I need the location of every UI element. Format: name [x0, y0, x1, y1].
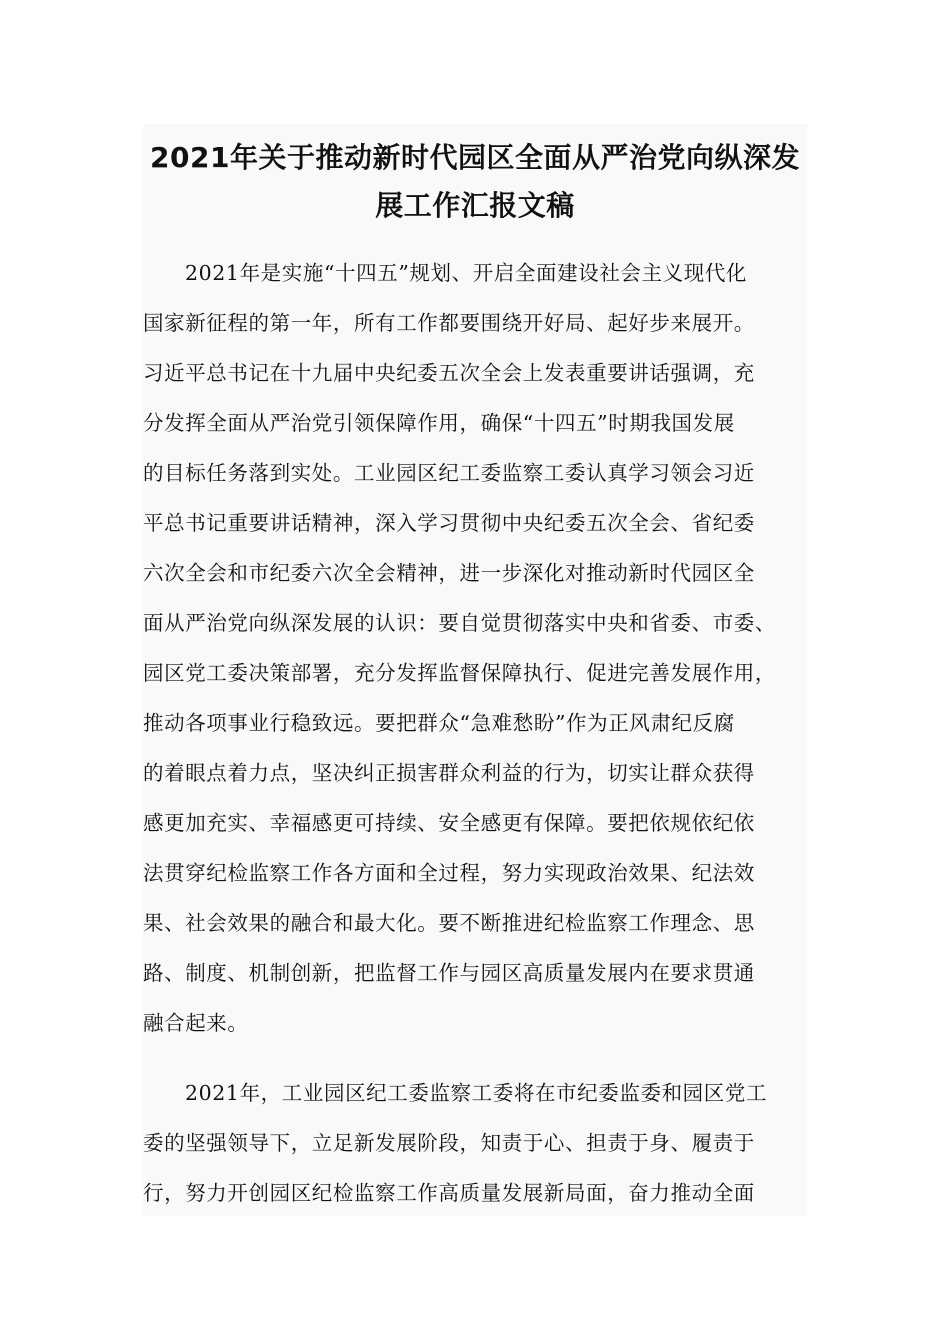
document-page [143, 124, 807, 1216]
paragraph-2 [143, 1068, 807, 1218]
paragraph-line: 2021年，工业园区纪工委监察工委将在市纪委监委和园区党工 [185, 1081, 768, 1105]
paragraph-1 [143, 248, 807, 1048]
paragraph-line: 面从严治党向纵深发展的认识：要自觉贯彻落实中央和省委、市委、 [143, 611, 776, 635]
paragraph-line: 的着眼点着力点，坚决纠正损害群众利益的行为，切实让群众获得 [143, 761, 755, 785]
title-line: 展工作汇报文稿 [375, 189, 575, 222]
paragraph-line: 法贯穿纪检监察工作各方面和全过程，努力实现政治效果、纪法效 [143, 861, 755, 885]
paragraph-line: 国家新征程的第一年，所有工作都要围绕开好局、起好步来展开。 [143, 311, 755, 335]
paragraph-line: 2021年是实施“十四五”规划、开启全面建设社会主义现代化 [185, 261, 748, 285]
paragraph-line: 园区党工委决策部署，充分发挥监督保障执行、促进完善发展作用， [143, 661, 776, 685]
paragraph-line: 果、社会效果的融合和最大化。要不断推进纪检监察工作理念、思 [143, 911, 755, 935]
paragraph-line: 行，努力开创园区纪检监察工作高质量发展新局面，奋力推动全面 [143, 1181, 755, 1205]
paragraph-line: 分发挥全面从严治党引领保障作用，确保“十四五”时期我国发展 [143, 411, 735, 435]
paragraph-line: 路、制度、机制创新，把监督工作与园区高质量发展内在要求贯通 [143, 961, 755, 985]
paragraph-line: 习近平总书记在十九届中央纪委五次全会上发表重要讲话强调，充 [143, 361, 755, 385]
paragraph-line: 感更加充实、幸福感更可持续、安全感更有保障。要把依规依纪依 [143, 811, 755, 835]
paragraph-line: 委的坚强领导下，立足新发展阶段，知责于心、担责于身、履责于 [143, 1131, 755, 1155]
paragraph-line: 的目标任务落到实处。工业园区纪工委监察工委认真学习领会习近 [143, 461, 755, 485]
paragraph-line: 推动各项事业行稳致远。要把群众“急难愁盼”作为正风肃纪反腐 [143, 711, 735, 735]
title-line: 2021年关于推动新时代园区全面从严治党向纵深发 [150, 141, 800, 174]
document-title [143, 134, 807, 230]
paragraph-line: 平总书记重要讲话精神，深入学习贯彻中央纪委五次全会、省纪委 [143, 511, 755, 535]
paragraph-line: 融合起来。 [143, 1011, 249, 1035]
paragraph-line: 六次全会和市纪委六次全会精神，进一步深化对推动新时代园区全 [143, 561, 755, 585]
